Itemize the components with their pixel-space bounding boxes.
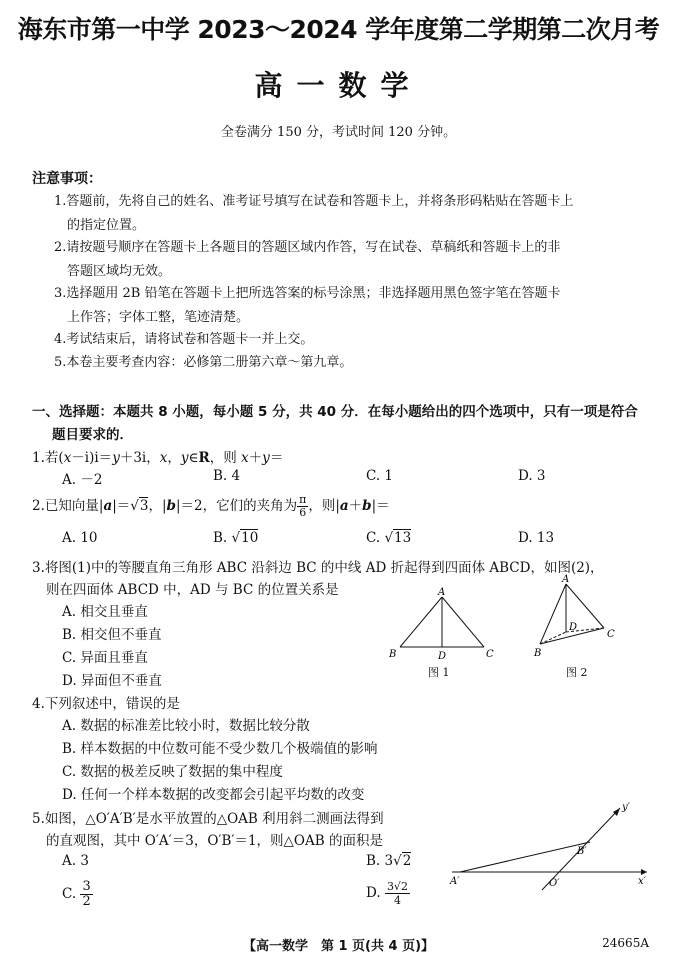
figure-1-caption: 图 1 [428,666,450,679]
question-1-option-c: C. 1 [366,468,394,484]
question-2-option-c: C. √13 [366,530,412,546]
label-b: B [389,649,397,660]
fraction: $\frac{\pi}{6}$ [299,493,307,519]
question-3-option-c: C. 异面且垂直 [62,650,148,666]
label-y: y′ [622,802,630,813]
question-4-option-b: B. 样本数据的中位数可能不受少数几个极端值的影响 [62,741,378,757]
question-3-option-a: A. 相交且垂直 [62,604,148,620]
question-2-option-a: A. 10 [62,530,98,546]
question-5-option-c: C. $\frac{3}{2}$ [62,879,91,909]
question-2-option-b: B. √10 [213,530,259,546]
exam-info: 全卷满分 150 分，考试时间 120 分钟。 [220,125,457,140]
label-x: x′ [638,876,646,887]
notice-item-2-cont: 答题区域均无效。 [67,264,172,279]
notice-num: 4. [54,332,67,347]
notice-text: 本卷主要考查内容：必修第二册第六章～第九章。 [66,355,353,370]
section-heading-cont: 题目要求的． [52,427,133,443]
exam-code: 24665A [602,936,649,950]
figure-q5-oblique-drawing [442,800,657,895]
page-footer: 【高一数学 第 1 页(共 4 页)】 [242,939,435,954]
notice-text: 考试结束后，请将试卷和答题卡一并上交。 [66,332,314,347]
question-5-stem-line1: 5.如图，△O′A′B′是水平放置的△OAB 利用斜二测画法得到 [32,811,384,827]
notice-text: 请按题号顺序在答题卡上各题目的答题区域内作答，写在试卷、草稿纸和答题卡上的非 [66,240,561,255]
label-a: A [438,587,446,598]
question-3-stem-line2: 则在四面体 ABCD 中，AD 与 BC 的位置关系是 [46,582,339,598]
notice-num: 5. [54,355,67,370]
question-5-option-d: D. $\frac{3√2}{4}$ [366,880,408,907]
notice-text: 选择题用 2B 铅笔在答题卡上把所选答案的标号涂黑；非选择题用黑色签字笔在答题卡 [66,286,561,301]
notice-item-4 [54,328,654,351]
notice-heading: 注意事项： [32,171,102,187]
label-b: B [534,648,542,659]
label-o: O′ [549,878,560,889]
notice-num: 1. [54,194,67,209]
question-4-option-c: C. 数据的极差反映了数据的集中程度 [62,764,283,780]
question-1-option-d: D. 3 [518,468,546,484]
figure-2-caption: 图 2 [566,666,588,679]
question-2-stem: 2.已知向量|a|＝√3，|b|＝2，它们的夹角为 $\frac{\pi}{6}$ ，则|a＋b|＝ [32,493,390,519]
question-3-option-b: B. 相交但不垂直 [62,627,162,643]
question-4-stem: 4.下列叙述中，错误的是 [32,696,180,712]
question-5-option-b: B. 3√2 [366,853,412,869]
notice-item-3 [54,282,654,305]
label-d: D [438,651,447,662]
notice-num: 3. [54,286,67,301]
notice-text: 答题前，先将自己的姓名、准考证号填写在试卷和答题卡上，并将条形码粘贴在答题卡上 [66,194,574,209]
figure-2-tetrahedron [528,572,623,662]
fraction: $\frac{3}{2}$ [82,879,91,909]
question-1-option-a: A. －2 [62,472,103,488]
label-a: A [562,574,570,585]
notice-item-1-cont: 的指定位置。 [67,218,146,233]
notice-item-5 [54,351,654,374]
notice-num: 2. [54,240,67,255]
question-3-option-d: D. 异面但不垂直 [62,673,162,689]
question-1-stem: 1.若(x－i)i＝y＋3i，x，y∈R，则 x＋y＝ [32,450,284,466]
label-c: C [486,649,494,660]
question-4-option-a: A. 数据的标准差比较小时，数据比较分散 [62,718,310,734]
question-3-stem-line1: 3.将图(1)中的等腰直角三角形 ABC 沿斜边 BC 的中线 AD 折起得到四面体 ABCD，如图(2)， [32,560,604,576]
notice-item-1 [54,190,654,213]
question-5-option-a: A. 3 [62,853,89,869]
figure-1-triangle [385,585,500,665]
notice-item-3-cont: 上作答；字体工整，笔迹清楚。 [67,310,250,325]
section-heading: 一、选择题：本题共 8 小题，每小题 5 分，共 40 分．在每小题给出的四个选项中，只有一项是符合 [32,404,638,420]
fraction: $\frac{3√2}{4}$ [386,880,408,907]
subject-title: 高一数学 [254,69,423,102]
question-5-stem-line2: 的直观图，其中 O′A′＝3，O′B′＝1，则△OAB 的面积是 [46,833,383,849]
label-c: C [607,629,615,640]
notice-item-2 [54,236,654,259]
exam-title: 海东市第一中学 2023～2024 学年度第二学期第二次月考 [17,15,660,44]
question-1-option-b: B. 4 [213,468,241,484]
question-4-option-d: D. 任何一个样本数据的改变都会引起平均数的改变 [62,787,365,803]
label-b: B′ [577,846,587,857]
label-a: A′ [450,876,460,887]
label-d: D [569,622,578,633]
question-2-option-d: D. 13 [518,530,555,546]
